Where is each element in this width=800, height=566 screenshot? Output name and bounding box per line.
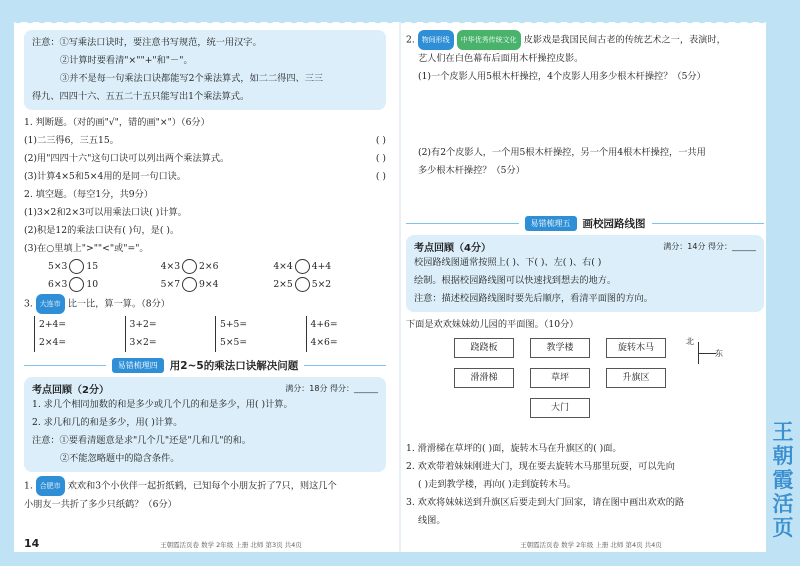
calc-grid [24,316,386,352]
recall-line: 注意：①要看清题意是求"几个几"还是"几和几"的和。 [32,435,252,446]
compare-item: 6×3 10 [48,279,99,290]
section-title: 用2~5的乘法口诀解决问题 [169,360,299,372]
q3-region-tag: 大连市 [36,294,65,314]
culture-tag: 中华优秀传统文化 [457,30,521,50]
calc-column: 2+4= 2×4= [34,316,115,352]
plan-cell-flag-area: 升旗区 [606,368,666,388]
q1-item: (3)计算4×5和5×4用的是同一句口诀。 ( ) [24,171,386,182]
score-label: 满分：18分 得分：______ [285,384,378,393]
compare-circle[interactable] [182,259,197,274]
right-footer: 王朝霞活页卷 数学 2年级 上册 北师 第4页 共4页 [520,541,662,549]
compass [684,336,724,376]
kindergarten-plan [406,336,764,436]
q3-title: 3. 大连市 比一比，算一算。（8分） [24,294,386,314]
note-line: 注意：①写乘法口诀时，要注意书写规范，统一用汉字。 [32,37,262,48]
plan-question: 2. 欢欢带着妹妹刚进大门，现在要去旋转木马那里玩耍，可以先向 [406,461,675,472]
compass-north: 北 [686,337,694,346]
score-label: 满分：14分 得分：______ [663,242,756,251]
note-line: 得九、四四十六、五五二十五只能写出1个乘法算式。 [32,91,250,102]
compare-circle[interactable] [69,259,84,274]
compare-item: 5×3 15 [48,261,99,272]
compass-east: 东 [715,349,723,358]
r-q2-line: 2. 物间形线 中华优秀传统文化 皮影戏是我国民间古老的传统艺术之一，表演时， [406,30,764,50]
calc-column: 4+6= 4×6= [306,316,387,352]
compare-circle[interactable] [69,277,84,292]
region-tag: 物间形线 [418,30,454,50]
r-q2-line: 艺人们在白色幕布后面用木杆操控皮影。 [418,53,584,64]
recall-title: 考点回顾（2分） [32,385,109,396]
compare-circle[interactable] [182,277,197,292]
section-tag: 易错梳理五 [525,216,577,231]
section-tag: 易错梳理四 [112,358,164,373]
plan-question: 1. 滑滑梯在草坪的( )面，旋转木马在升旗区的( )面。 [406,443,622,454]
page-fold [399,22,401,552]
q1-item: (2)用"四四十六"这句口诀可以列出两个乘法算式。 ( ) [24,153,386,164]
r-q2-sub2: 多少根木杆操控？（5分） [418,165,525,176]
q2-item: (3)在○里填上">""<"或"="。 [24,243,149,254]
compare-item: 2×5 5×2 [273,279,332,290]
q2-item: (1)3×2和2×3可以用乘法口诀( )计算。 [24,207,187,218]
q4-text: 1. 合肥市 欢欢和3个小伙伴一起折纸鹤，已知每个小朋友折了7只，则这几个 [24,476,386,496]
brand-logo: 王 朝 霞 活 页 [772,420,794,540]
calc-column: 5+5= 5×5= [215,316,296,352]
recall-line: ②不能忽略题中的隐含条件。 [60,453,180,464]
compare-item: 4×3 2×6 [160,261,219,272]
q1-item: (1)二三得6，三五15。 ( ) [24,135,386,146]
plan-cell-carousel: 旋转木马 [606,338,666,358]
q4-text-line: 小朋友一共折了多少只纸鹤？（6分） [24,499,177,510]
recall-line: 绘制。根据校园路线图可以快速找到想去的地方。 [414,275,617,286]
recall-line: 注意：描述校园路线图时要先后顺序，看清平面图的方向。 [414,293,653,304]
compare-grid [24,258,386,294]
plan-cell-lawn: 草坪 [530,368,590,388]
section-header-4 [24,358,386,373]
section-title: 画校园路线图 [582,218,646,230]
answer-space[interactable] [406,86,764,144]
plan-question: 线图。 [418,515,446,526]
r-q2-sub2: (2)有2个皮影人，一个用5根木杆操控，另一个用4根木杆操控，一共用 [418,147,706,158]
plan-question: ( )走到教学楼，再向( )走到旋转木马。 [418,479,576,490]
plan-intro: 下面是欢欢妹妹幼儿园的平面图。（10分） [406,319,579,330]
answer-space[interactable] [406,180,764,210]
page-frame-left [0,0,14,566]
note-line: ②计算时要看清"×""+"和"－"。 [60,55,193,66]
compare-circle[interactable] [295,259,310,274]
recall-title: 考点回顾（4分） [414,243,491,254]
r-q2-line: (1)一个皮影人用5根木杆操控，4个皮影人用多少根木杆操控？（5分） [418,71,706,82]
right-page [406,30,764,540]
calc-column: 3+2= 3×2= [125,316,206,352]
recall-line: 校园路线图通常按照上( )、下( )、左( )、右( ) [414,257,602,268]
section-header-5 [406,216,764,231]
page-number: 14 [24,537,40,550]
q1-title: 1. 判断题。（对的画"√"，错的画"×"）（6分） [24,117,210,128]
page-frame-top [0,0,800,22]
left-footer: 王朝霞活页卷 数学 2年级 上册 北师 第3页 共4页 [160,541,302,549]
q2-title: 2. 填空题。（每空1分，共9分） [24,189,154,200]
note-line: ③并不是每一句乘法口诀都能写2个乘法算式，如二二得四、三三 [60,73,324,84]
compare-item: 5×7 9×4 [160,279,219,290]
plan-cell-teaching-building: 教学楼 [530,338,590,358]
recall-box [24,377,386,472]
plan-cell-seesaw: 跷跷板 [454,338,514,358]
recall-line: 2. 求几和几的和是多少，用( )计算。 [32,417,183,428]
plan-cell-gate: 大门 [530,398,590,418]
q4-region-tag: 合肥市 [36,476,65,496]
plan-question: 3. 欢欢将妹妹送到升旗区后要走到大门回家，请在图中画出欢欢的路 [406,497,685,508]
compare-item: 4×4 4+4 [273,261,332,272]
page-frame-bottom [0,552,800,566]
recall-line: 1. 求几个相同加数的和是多少或几个几的和是多少，用( )计算。 [32,399,293,410]
plan-cell-slide: 滑滑梯 [454,368,514,388]
left-page [24,30,386,540]
q2-item: (2)积是12的乘法口诀有( )句，是( )。 [24,225,180,236]
note-box [24,30,386,110]
compare-circle[interactable] [295,277,310,292]
recall-box [406,235,764,312]
